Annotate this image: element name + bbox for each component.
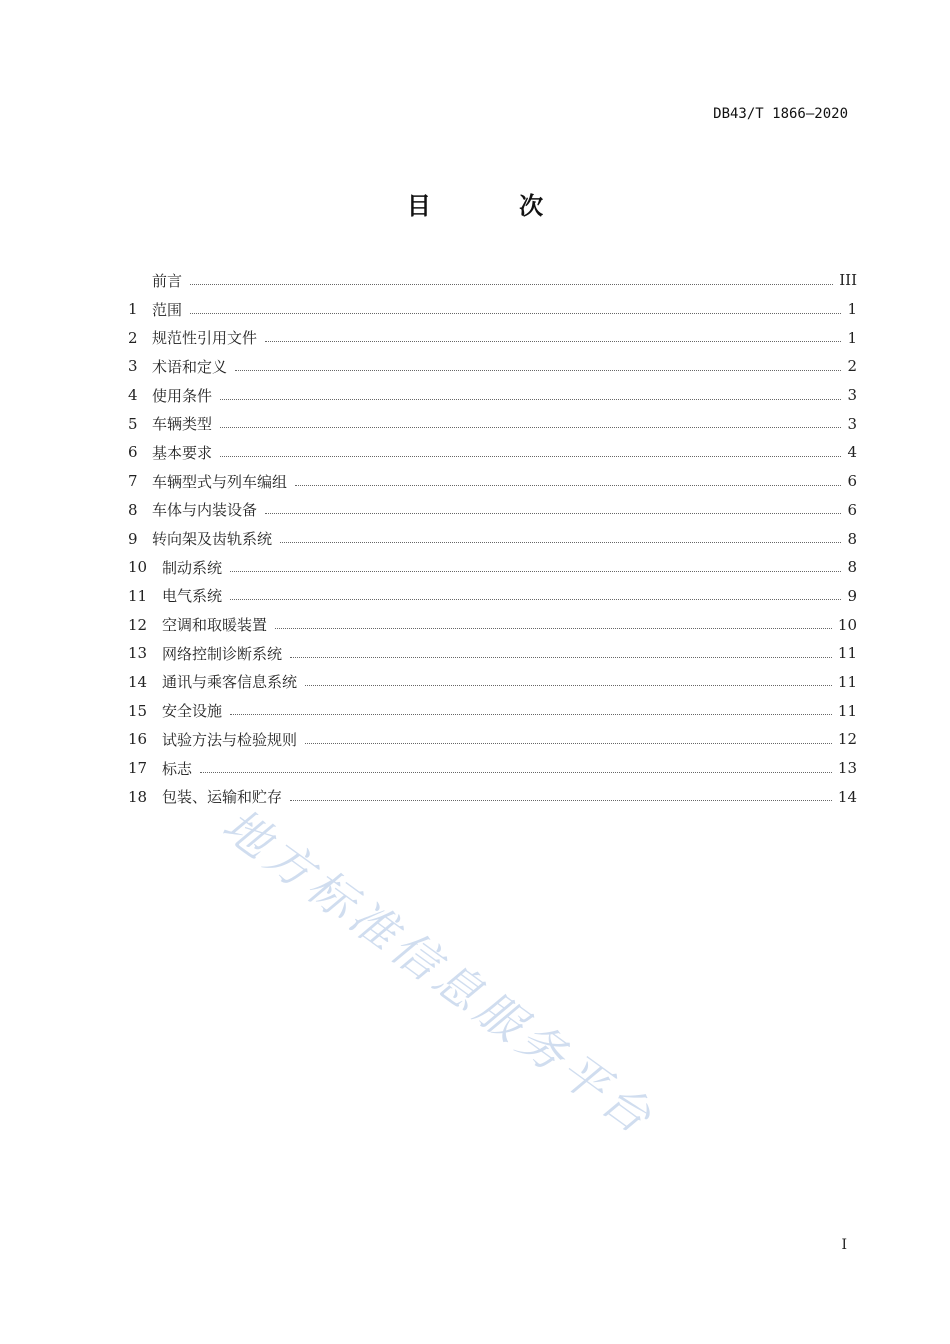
toc-leader-dots	[305, 685, 832, 686]
toc-entry[interactable]	[128, 782, 857, 811]
toc-leader-dots	[230, 714, 832, 715]
toc-entry[interactable]	[128, 696, 857, 725]
toc-entry-label: 术语和定义	[152, 357, 228, 376]
toc-entry[interactable]	[128, 266, 857, 295]
toc-entry-number: 18	[128, 787, 148, 806]
toc-entry[interactable]	[128, 438, 857, 467]
toc-entry-label: 前言	[152, 271, 183, 290]
toc-entry-label: 车辆型式与列车编组	[152, 472, 288, 491]
toc-entry[interactable]	[128, 610, 857, 639]
toc-entry[interactable]	[128, 352, 857, 381]
toc-entry-label: 范围	[152, 300, 183, 319]
toc-entry-page: 8	[847, 558, 857, 577]
toc-entry-page: 2	[847, 357, 857, 376]
toc-entry-number: 12	[128, 615, 148, 634]
toc-entry[interactable]	[128, 409, 857, 438]
toc-entry-label: 车辆类型	[152, 415, 213, 434]
toc-entry-number: 16	[128, 730, 148, 749]
toc-entry[interactable]	[128, 524, 857, 553]
toc-leader-dots	[230, 571, 841, 572]
toc-entry-label: 制动系统	[162, 558, 223, 577]
toc-entry-page: 3	[847, 386, 857, 405]
toc-entry-number: 9	[128, 529, 138, 548]
toc-entry-page: 6	[847, 500, 857, 519]
toc-entry-label: 试验方法与检验规则	[162, 730, 298, 749]
page-number: I	[841, 1237, 847, 1253]
toc-entry-label: 安全设施	[162, 702, 223, 721]
toc-entry[interactable]	[128, 725, 857, 754]
watermark: 地方标准信息服务平台	[212, 797, 666, 1147]
toc-entry-number: 17	[128, 759, 148, 778]
toc-leader-dots	[220, 399, 841, 400]
toc-entry-number: 6	[128, 443, 138, 462]
toc-leader-dots	[290, 657, 832, 658]
toc-entry-page: 11	[837, 701, 857, 720]
toc-entry-page: III	[839, 271, 857, 290]
toc-entry-page: 10	[837, 615, 857, 634]
toc-leader-dots	[190, 284, 833, 285]
toc-entry-page: 13	[837, 759, 857, 778]
toc-leader-dots	[305, 743, 832, 744]
toc-entry-number: 5	[128, 414, 138, 433]
toc-entry-number: 11	[128, 586, 148, 605]
toc-entry-number: 2	[128, 328, 138, 347]
toc-entry-number: 13	[128, 644, 148, 663]
toc-entry-label: 转向架及齿轨系统	[152, 530, 273, 549]
toc-entry-label: 电气系统	[162, 587, 223, 606]
toc-entry-page: 1	[847, 328, 857, 347]
toc-entry-number: 1	[128, 300, 138, 319]
toc-leader-dots	[220, 456, 841, 457]
toc-entry-label: 空调和取暖装置	[162, 616, 268, 635]
toc-entry-page: 9	[847, 586, 857, 605]
toc-entry-page: 14	[837, 787, 857, 806]
toc-title: 目 次	[406, 192, 584, 220]
toc-leader-dots	[265, 341, 841, 342]
toc-leader-dots	[295, 485, 841, 486]
toc-entry-number: 10	[128, 558, 148, 577]
toc-leader-dots	[290, 800, 832, 801]
toc-entry[interactable]	[128, 467, 857, 496]
toc-entry[interactable]	[128, 323, 857, 352]
toc-entry-number: 7	[128, 472, 138, 491]
toc-entry-page: 11	[837, 672, 857, 691]
toc-leader-dots	[200, 772, 832, 773]
toc-entry-label: 规范性引用文件	[152, 329, 258, 348]
toc-entry-label: 基本要求	[152, 443, 213, 462]
toc-entry-page: 8	[847, 529, 857, 548]
toc-entry-number: 8	[128, 500, 138, 519]
toc-entry-number: 3	[128, 357, 138, 376]
toc-entry-page: 1	[847, 300, 857, 319]
toc-leader-dots	[275, 628, 832, 629]
toc-entry-page: 12	[837, 730, 857, 749]
toc-entry-page: 11	[837, 644, 857, 663]
toc-entry[interactable]	[128, 754, 857, 783]
toc-entry[interactable]	[128, 295, 857, 324]
toc-entry-label: 标志	[162, 759, 193, 778]
toc-entry-page: 6	[847, 472, 857, 491]
toc-entry-label: 网络控制诊断系统	[162, 644, 283, 663]
document-code: DB43/T 1866—2020	[713, 106, 848, 122]
toc-leader-dots	[265, 513, 841, 514]
toc-entry-number: 14	[128, 672, 148, 691]
toc-entry-label: 使用条件	[152, 386, 213, 405]
toc-entry-number: 15	[128, 701, 148, 720]
toc-entry-number: 4	[128, 386, 138, 405]
toc-entry[interactable]	[128, 668, 857, 697]
toc-leader-dots	[220, 427, 841, 428]
toc-entry-label: 通讯与乘客信息系统	[162, 673, 298, 692]
toc-list	[128, 266, 857, 811]
toc-leader-dots	[190, 313, 841, 314]
toc-entry-label: 包装、运输和贮存	[162, 788, 283, 807]
toc-entry-page: 3	[847, 414, 857, 433]
toc-entry[interactable]	[128, 381, 857, 410]
toc-entry[interactable]	[128, 496, 857, 525]
toc-entry[interactable]	[128, 582, 857, 611]
toc-leader-dots	[235, 370, 841, 371]
toc-leader-dots	[230, 599, 841, 600]
toc-leader-dots	[280, 542, 841, 543]
toc-entry[interactable]	[128, 553, 857, 582]
toc-entry[interactable]	[128, 639, 857, 668]
toc-entry-page: 4	[847, 443, 857, 462]
toc-entry-label: 车体与内装设备	[152, 501, 258, 520]
